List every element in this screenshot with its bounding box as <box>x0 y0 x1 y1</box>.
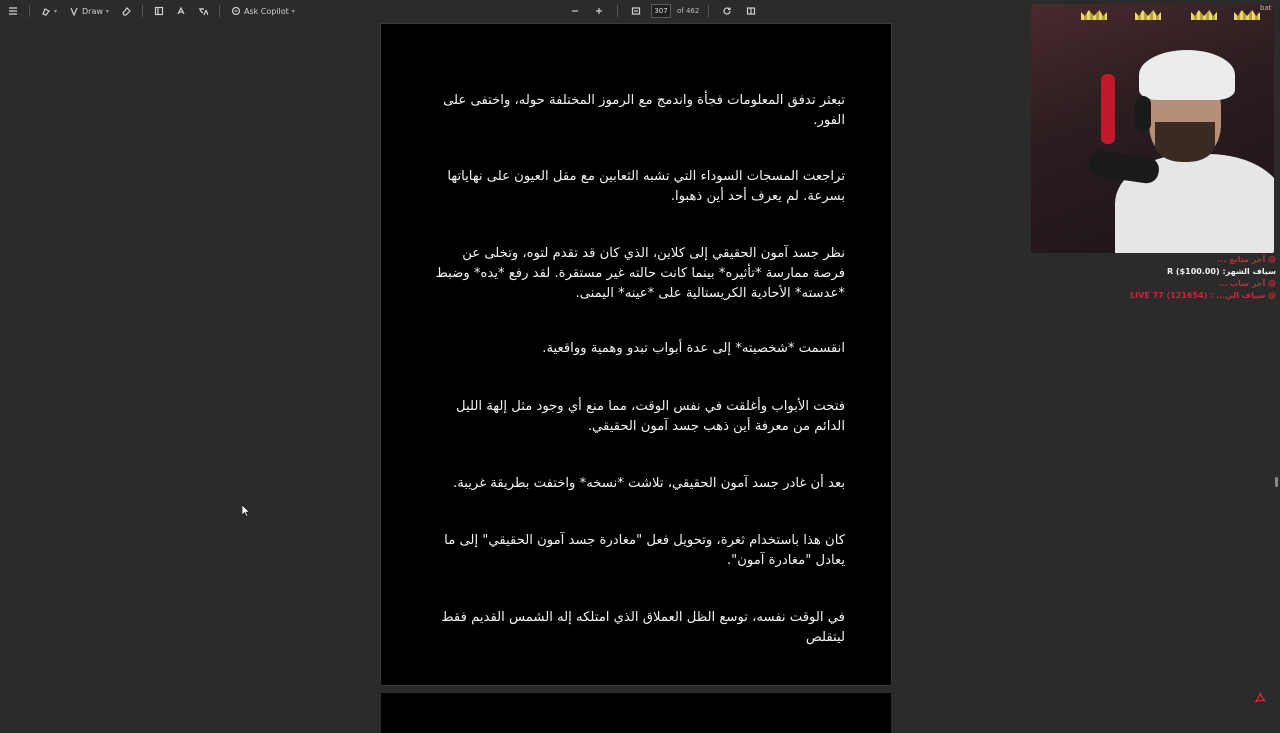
rotate-icon <box>722 6 732 16</box>
paragraph: تبعثر تدفق المعلومات فجأة واندمج مع الرموز المختلفة حوله، واختفى على الفور. <box>443 93 845 128</box>
ask-copilot-button[interactable] <box>227 4 299 18</box>
streamer-cap <box>1139 50 1235 100</box>
draw-label: Draw <box>82 6 103 16</box>
next-document-page <box>381 693 891 733</box>
document-page <box>381 24 891 685</box>
eraser-icon <box>121 6 131 16</box>
view-button[interactable] <box>150 4 168 18</box>
read-aloud-button[interactable] <box>172 4 190 18</box>
minus-icon <box>570 6 580 16</box>
toolbar-divider <box>708 5 709 17</box>
contents-button[interactable] <box>4 4 22 18</box>
chevron-down-icon: ▾ <box>105 7 109 15</box>
read-aloud-icon <box>176 6 186 16</box>
copilot-icon <box>231 6 241 16</box>
translate-button[interactable] <box>194 4 212 18</box>
paragraph: فتحت الأبواب وأغلقت في نفس الوقت، مما منع أي وجود مثل إلهة الليل الدائم من معرفة أين ذهب جسد آمون الحقيقي. <box>456 399 845 434</box>
crown-icon <box>1081 10 1107 20</box>
pdf-icon <box>1255 692 1266 703</box>
stat-line: سياف الشهر: (R ($100.00 <box>1166 267 1276 276</box>
toolbar-divider <box>29 5 30 17</box>
two-page-icon <box>746 6 756 16</box>
paragraph: كان هذا باستخدام ثغرة، وتحويل فعل "مغادرة جسد آمون الحقيقي" إلى ما يعادل "مغادرة آمون". <box>444 533 845 568</box>
microphone-icon <box>1088 149 1161 184</box>
mouse-cursor-icon <box>242 505 250 517</box>
stream-stats <box>1066 254 1276 302</box>
page-number-input[interactable] <box>651 4 671 18</box>
crown-icon <box>1234 10 1260 20</box>
ask-copilot-label: Ask Copilot <box>243 6 289 16</box>
toolbar-divider <box>617 5 618 17</box>
fit-page-icon <box>631 6 641 16</box>
crown-icon <box>1135 10 1161 20</box>
stat-line: @ آخر ساب ... <box>1218 279 1276 288</box>
translate-icon <box>198 6 208 16</box>
paragraph: تراجعت المسجات السوداء التي تشبه الثعابين مع مقل العيون على نهاياتها بسرعة. لم يعرف أحد أين ذهبوا. <box>447 169 845 204</box>
highlight-button[interactable] <box>37 4 61 18</box>
erase-button[interactable] <box>117 4 135 18</box>
list-icon <box>8 6 18 16</box>
stat-line: @ آخر متابع ... <box>1217 255 1276 264</box>
page-count: of 462 <box>677 7 700 15</box>
rotate-button[interactable] <box>718 4 736 18</box>
zoom-out-button[interactable] <box>566 4 584 18</box>
chevron-down-icon: ▾ <box>54 7 58 15</box>
panel-icon <box>154 6 164 16</box>
draw-button[interactable] <box>65 4 113 18</box>
toolbar-left-group <box>4 0 299 22</box>
scrollbar-thumb[interactable] <box>1275 477 1278 487</box>
paragraph: في الوقت نفسه، توسع الظل العملاق الذي امتلكه إله الشمس القديم فقط ليتقلص <box>441 610 845 645</box>
fit-page-button[interactable] <box>627 4 645 18</box>
stat-line: @ سياف الي... : (121654) 77 LIVE <box>1130 291 1276 300</box>
pen-icon <box>69 6 79 16</box>
paragraph: نظر جسد آمون الحقيقي إلى كلاين، الذي كان قد تقدم لتوه، وتخلى عن فرصة ممارسة *تأثيره* بينما كانت حالته غير مستقرة. لقد رفع *يده* وضبط *عدسته* الأحادية الكريستالية على *عينه* اليمنى. <box>435 246 845 301</box>
chevron-down-icon: ▾ <box>291 7 295 15</box>
zoom-in-button[interactable] <box>590 4 608 18</box>
paragraph: انقسمت *شخصيته* إلى عدة أبواب تبدو وهمية وواقعية. <box>542 341 845 356</box>
highlighter-icon <box>41 6 51 16</box>
streamer-beard <box>1155 122 1215 162</box>
toolbar-divider <box>219 5 220 17</box>
toolbar-page-controls <box>566 0 760 22</box>
background-light <box>1101 74 1115 144</box>
page-view-button[interactable] <box>742 4 760 18</box>
crown-icon <box>1191 10 1217 20</box>
headphone-icon <box>1135 96 1151 132</box>
paragraph: بعد أن غادر جسد آمون الحقيقي، تلاشت *نسخه* واختفت بطريقة غريبة. <box>453 476 845 491</box>
toolbar-divider <box>142 5 143 17</box>
webcam-overlay <box>1031 4 1274 253</box>
side-tag: bat <box>1260 4 1272 12</box>
plus-icon <box>594 6 604 16</box>
